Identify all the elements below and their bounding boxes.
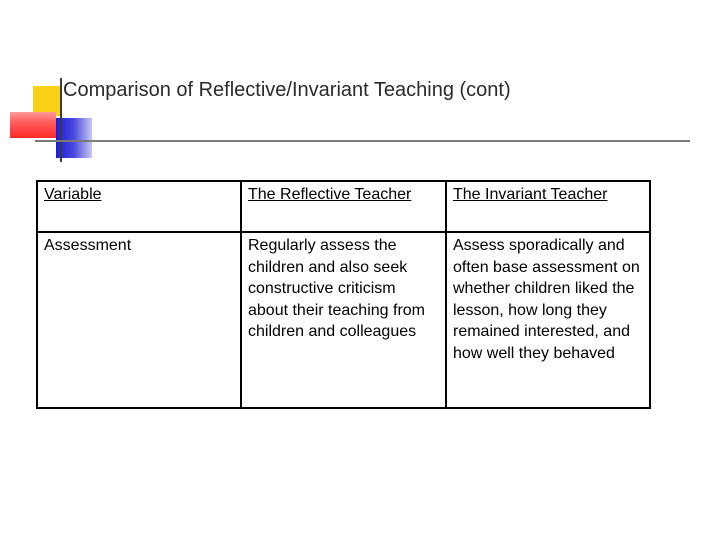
header-reflective-teacher: The Reflective Teacher xyxy=(241,181,446,232)
header-variable: Variable xyxy=(37,181,241,232)
comparison-table xyxy=(36,180,651,409)
title-underline-divider xyxy=(35,140,690,142)
table-row xyxy=(37,232,650,408)
decorative-red-square xyxy=(10,112,56,138)
table-header-row xyxy=(37,181,650,232)
decorative-vertical-line xyxy=(60,78,62,162)
header-invariant-teacher: The Invariant Teacher xyxy=(446,181,650,232)
cell-invariant: Assess sporadically and often base assessment on whether children liked the lesson, how long they remained interested, and how well they behaved xyxy=(446,232,650,408)
cell-variable: Assessment xyxy=(37,232,241,408)
slide-title: Comparison of Reflective/Invariant Teaching (cont) xyxy=(63,79,511,101)
cell-reflective: Regularly assess the children and also seek constructive criticism about their teaching from children and colleagues xyxy=(241,232,446,408)
